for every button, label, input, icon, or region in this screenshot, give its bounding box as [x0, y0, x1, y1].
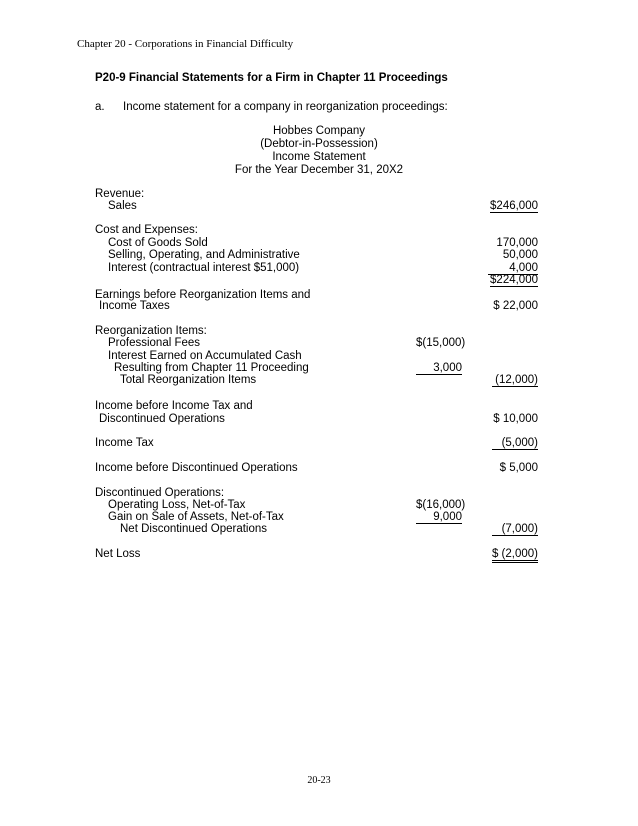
line-label: Total Reorganization Items [120, 374, 257, 386]
table-row [0, 274, 638, 288]
line-amount: $ 10,000 [493, 413, 538, 425]
section-label: Cost and Expenses: [95, 224, 198, 236]
line-label: Interest Earned on Accumulated Cash [108, 350, 302, 362]
line-label: Discontinued Operations [99, 413, 225, 425]
subtotal-amount: $224,000 [490, 274, 538, 286]
chapter-header: Chapter 20 - Corporations in Financial Difficulty [77, 38, 294, 50]
company-name: Hobbes Company [272, 125, 366, 137]
line-amount: $(15,000) [416, 337, 466, 349]
line-label: Income before Income Tax and [95, 400, 253, 412]
line-label: Income before Discontinued Operations [95, 462, 298, 474]
part-text: Income statement for a company in reorganization proceedings: [123, 101, 448, 113]
table-row [0, 548, 638, 562]
table-row [0, 437, 638, 451]
line-amount: 9,000 [416, 511, 462, 524]
line-label: Sales [108, 200, 137, 212]
line-label: Professional Fees [108, 337, 201, 349]
line-label: Income Tax [95, 437, 154, 449]
table-row [0, 200, 638, 214]
line-label: Operating Loss, Net-of-Tax [108, 499, 246, 511]
line-amount: (12,000) [492, 374, 538, 387]
line-label: Earnings before Reorganization Items and [95, 289, 311, 301]
line-label: Income Taxes [99, 300, 170, 312]
line-label: Cost of Goods Sold [108, 237, 208, 249]
line-amount: $ 22,000 [493, 300, 538, 312]
line-amount: 4,000 [488, 262, 538, 275]
section-label: Revenue: [95, 188, 145, 200]
line-label: Net Loss [95, 548, 141, 560]
line-label: Net Discontinued Operations [120, 523, 268, 535]
table-row [0, 300, 638, 314]
line-amount: 50,000 [502, 249, 538, 261]
line-amount: 3,000 [416, 362, 462, 375]
table-row [0, 462, 638, 476]
line-amount: $ 5,000 [499, 462, 538, 474]
line-amount: (5,000) [492, 437, 538, 450]
statement-period: For the Year December 31, 20X2 [234, 164, 404, 176]
statement-name: Income Statement [272, 151, 366, 163]
table-row [0, 374, 638, 388]
line-label: Selling, Operating, and Administrative [108, 249, 300, 261]
line-amount: 170,000 [496, 237, 538, 249]
table-row [0, 337, 638, 351]
part-label: a. [95, 101, 105, 113]
line-amount: (7,000) [492, 523, 538, 536]
table-row [0, 413, 638, 427]
page-number: 20-23 [307, 775, 331, 786]
line-label: Resulting from Chapter 11 Proceeding [114, 362, 309, 374]
line-label: Interest (contractual interest $51,000) [108, 262, 300, 274]
debtor-status: (Debtor-in-Possession) [260, 138, 378, 150]
table-row [0, 224, 638, 238]
section-label: Reorganization Items: [95, 325, 207, 337]
table-row [0, 249, 638, 263]
section-label: Discontinued Operations: [95, 487, 225, 499]
table-row [0, 400, 638, 414]
line-amount: $246,000 [490, 200, 538, 212]
table-row [0, 523, 638, 537]
line-label: Gain on Sale of Assets, Net-of-Tax [108, 511, 284, 523]
problem-title: P20-9 Financial Statements for a Firm in Chapter 11 Proceedings [95, 72, 448, 84]
net-loss-amount: $ (2,000) [492, 548, 538, 563]
line-amount: $(16,000) [416, 499, 466, 511]
